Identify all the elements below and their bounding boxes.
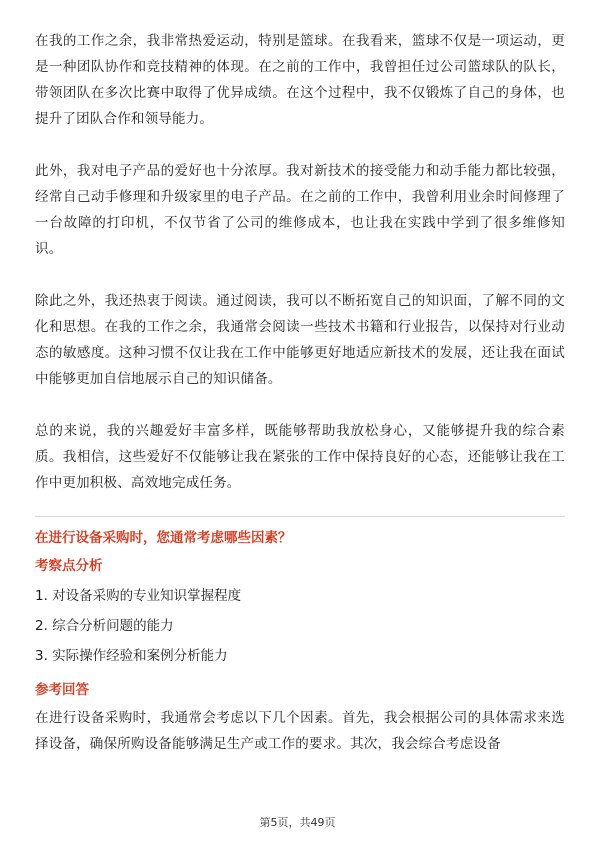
answer-heading: 参考回答 xyxy=(35,682,89,698)
paragraph-basketball: 在我的工作之余，我非常热爱运动，特别是篮球。在我看来，篮球不仅是一项运动，更是一种团队协作和竞技精神的体现。在之前的工作中，我曾担任过公司篮球队的队长，带领团队在多次比赛中取得了优异成绩。在这个过程中，我不仅锻炼了自己的身体，也提升了团队合作和领导能力。 xyxy=(35,33,565,127)
analysis-heading: 考察点分析 xyxy=(35,558,103,574)
page-number: 第5页，共49页 xyxy=(259,816,336,829)
list-item: 1. 对设备采购的专业知识掌握程度 xyxy=(35,588,242,604)
document-page xyxy=(35,28,565,757)
paragraph-reading: 除此之外，我还热衷于阅读。通过阅读，我可以不断拓宽自己的知识面，了解不同的文化和思想。在我的工作之余，我通常会阅读一些技术书籍和行业报告，以保持对行业动态的敏感度。这种习惯不仅让我在工作中能够更好地适应新技术的发展，还让我在面试中能够更加自信地展示自己的知识储备。 xyxy=(35,293,565,387)
list-item: 3. 实际操作经验和案例分析能力 xyxy=(35,648,228,664)
paragraph-electronics: 此外，我对电子产品的爱好也十分浓厚。我对新技术的接受能力和动手能力都比较强，经常自己动手修理和升级家里的电子产品。在之前的工作中，我曾利用业余时间修理了一台故障的打印机，不仅节省了公司的维修成本，也让我在实践中学到了很多维修知识。 xyxy=(35,163,565,257)
list-item: 2. 综合分析问题的能力 xyxy=(35,618,174,634)
analysis-points xyxy=(35,581,565,671)
section-divider xyxy=(35,516,565,517)
answer-text: 在进行设备采购时，我通常会考虑以下几个因素。首先，我会根据公司的具体需求来选择设备，确保所购设备能够满足生产或工作的要求。其次，我会综合考虑设备 xyxy=(35,710,565,752)
interview-question: 在进行设备采购时，您通常考虑哪些因素？ xyxy=(35,530,292,546)
paragraph-summary: 总的来说，我的兴趣爱好丰富多样，既能够帮助我放松身心，又能够提升我的综合素质。我相信，这些爱好不仅能够让我在紧张的工作中保持良好的心态，还能够让我在工作中更加积极、高效地完成任务。 xyxy=(35,423,565,491)
